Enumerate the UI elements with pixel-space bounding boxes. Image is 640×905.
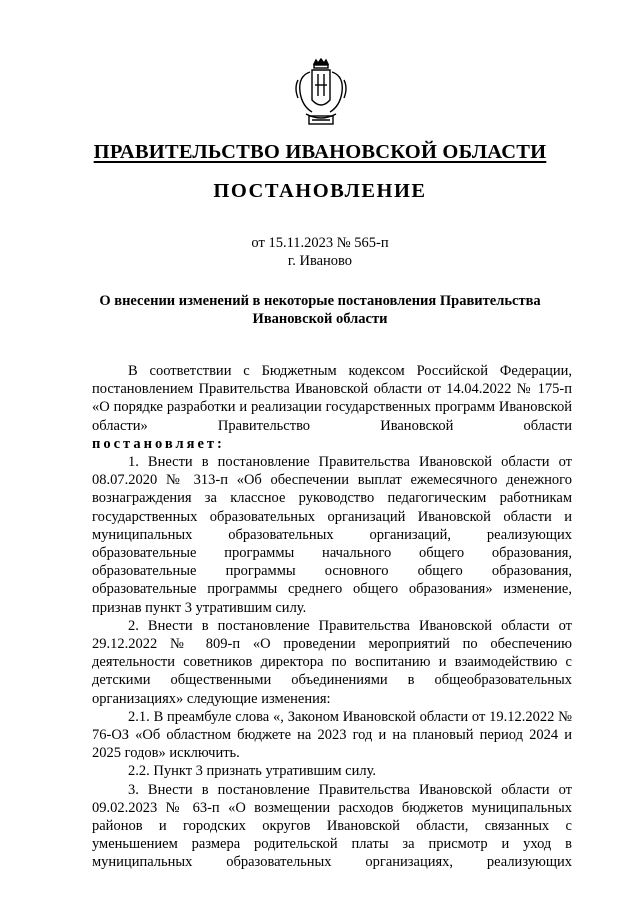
subject-line-2: Ивановской области: [252, 311, 388, 327]
paragraph-2-1: 2.1. В преамбуле слова «, Законом Ивановской области от 19.12.2022 № 76-ОЗ «Об областном бюджете на 2023 год и на плановый период 2024 и 2025 годов» исключить.: [92, 708, 572, 762]
document-meta: [0, 234, 640, 270]
decides-word: постановляет:: [92, 435, 225, 452]
coat-of-arms-icon: [292, 58, 350, 128]
document-body: [92, 362, 572, 872]
paragraph-2-2: 2.2. Пункт 3 признать утратившим силу.: [128, 763, 377, 780]
date-number: от 15.11.2023 № 565-п: [251, 235, 389, 251]
paragraph-3: 3. Внести в постановление Правительства Ивановской области от 09.02.2023 № 63-п «О возмещении расходов бюджетов муниципальных районов и городских округов Ивановской области, связанных с уменьшением размера родительской платы за присмотр и уход в муниципальных образовательных организациях, реализующих: [92, 781, 572, 871]
document-type: ПОСТАНОВЛЕНИЕ: [213, 180, 427, 202]
subject-line-1: О внесении изменений в некоторые постановления Правительства: [99, 293, 541, 309]
paragraph-2: 2. Внести в постановление Правительства Ивановской области от 29.12.2022 № 809-п «О проведении мероприятий по обеспечению деятельности советников директора по воспитанию и взаимодействию с детскими общественными объединениями в общеобразовательных организациях» следующие изменения:: [92, 617, 572, 707]
document-subject: [60, 292, 580, 328]
paragraph-1: 1. Внести в постановление Правительства Ивановской области от 08.07.2020 № 313-п «Об обеспечении выплат ежемесячного денежного вознаграждения за классное руководство педагогическим работникам государственных образовательных организаций Ивановской области и муниципальных образовательных организаций, реализующих образовательные программы начального общего образования, образовательные программы основного общего образования, образовательные программы среднего общего образования» изменение, признав пункт 3 утратившим силу.: [92, 454, 572, 616]
preamble-text: В соответствии с Бюджетным кодексом Российской Федерации, постановлением Правительства Ивановской области от 14.04.2022 № 175-п «О порядке разработки и реализации государственных программ Ивановской области» Правительство Ивановской области: [92, 363, 572, 434]
government-title: ПРАВИТЕЛЬСТВО ИВАНОВСКОЙ ОБЛАСТИ: [93, 141, 547, 163]
city: г. Иваново: [287, 253, 353, 269]
preamble-paragraph: [92, 362, 572, 435]
